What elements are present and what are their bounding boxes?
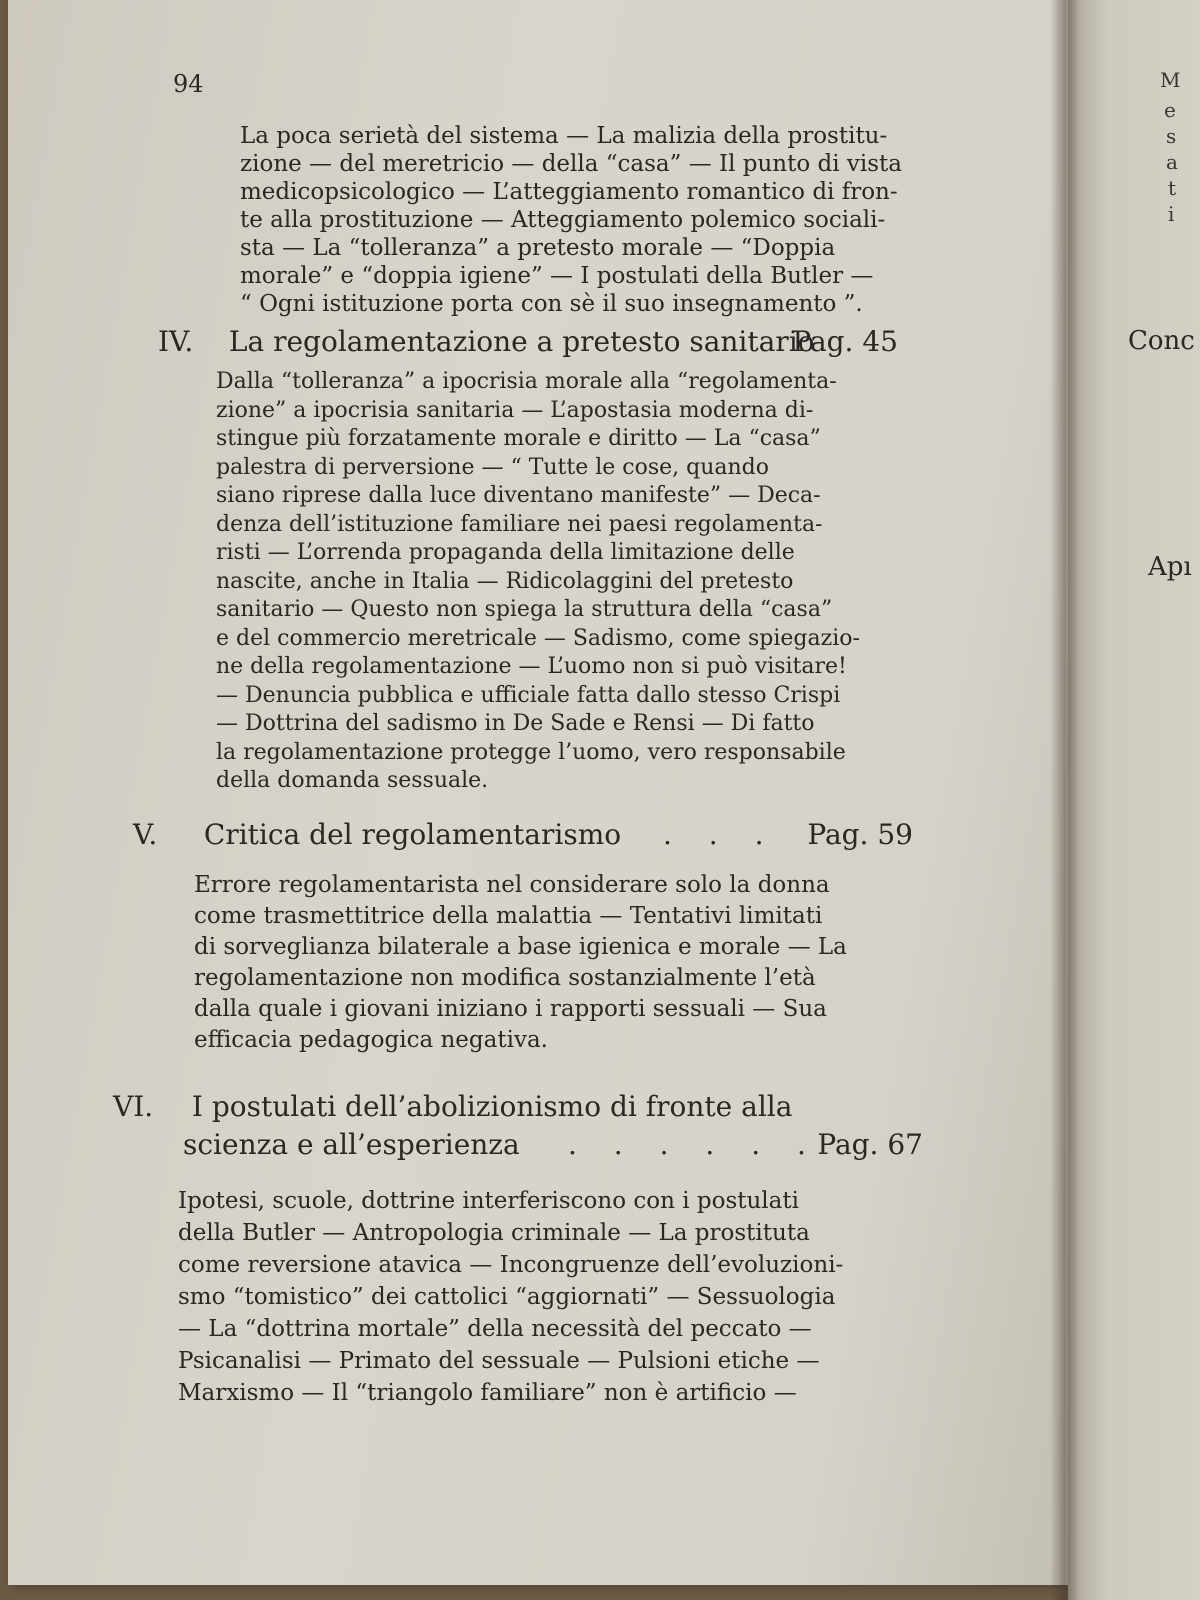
text-line: — Dottrina del sadismo in De Sade e Rensi — Di fatto (216, 711, 815, 736)
text-line: morale” e “doppia igiene” — I postulati della Butler — (240, 263, 874, 289)
chapter-page-ref: Pag. 59 (807, 818, 913, 851)
chapter-numeral: V. (133, 818, 158, 851)
text-line: ne della regolamentazione — L’uomo non si può visitare! (216, 654, 847, 679)
text-line: della Butler — Antropologia criminale — La prostituta (178, 1220, 810, 1246)
chapter-page-ref: Pag. 45 (792, 325, 898, 358)
right-page-letter: t (1168, 176, 1177, 200)
text-line: stingue più forzatamente morale e diritto — La “casa” (216, 426, 821, 451)
chapter-heading-vi-continued (183, 1128, 923, 1161)
chapter-leader: . . . . . . (568, 1128, 820, 1161)
right-page-word: Apı (1148, 552, 1192, 582)
left-page (8, 0, 1068, 1585)
text-line: denza dell’istituzione familiare nei paesi regolamenta- (216, 511, 823, 537)
text-line: “ Ogni istituzione porta con sè il suo insegnamento ”. (240, 291, 863, 317)
right-page-letter: s (1166, 124, 1177, 148)
text-line: siano riprese dalla luce diventano manifeste” — Deca- (216, 483, 821, 508)
chapter-numeral: VI. (113, 1090, 154, 1123)
text-line: palestra di perversione — “ Tutte le cose, quando (216, 454, 770, 480)
text-line: efficacia pedagogica negativa. (194, 1027, 548, 1053)
page-number: 94 (173, 70, 204, 98)
text-line: te alla prostituzione — Atteggiamento polemico sociali- (240, 207, 886, 233)
chapter-heading-v (133, 818, 913, 851)
right-page-letter: e (1164, 98, 1176, 122)
chapter-title: Critica del regolamentarismo (203, 818, 622, 851)
text-line: La poca serietà del sistema — La malizia della prostitu- (240, 123, 888, 149)
chapter-heading-vi (113, 1090, 923, 1123)
text-line: nascite, anche in Italia — Ridicolaggini del pretesto (216, 568, 794, 594)
chapter-page-ref: Pag. 67 (817, 1128, 923, 1161)
text-line: Psicanalisi — Primato del sessuale — Pulsioni etiche — (178, 1348, 820, 1374)
text-line: Dalla “tolleranza” a ipocrisia morale alla “regolamenta- (216, 369, 837, 394)
text-line: Marxismo — Il “triangolo familiare” non è artificio — (178, 1380, 797, 1406)
chapter-title-line-2: scienza e all’esperienza (183, 1128, 520, 1161)
text-line: regolamentazione non modifica sostanzialmente l’età (194, 965, 816, 991)
book-gutter (1050, 0, 1080, 1600)
text-line: zione — del meretricio — della “casa” — Il punto di vista (240, 151, 903, 177)
right-page-letter: M (1160, 68, 1181, 92)
right-page-letter: i (1168, 202, 1175, 226)
text-line: medicopsicologico — L’atteggiamento romantico di fron- (240, 179, 898, 205)
text-line: e del commercio meretricale — Sadismo, come spiegazio- (216, 625, 860, 651)
intro-paragraph (240, 122, 903, 318)
text-line: della domanda sessuale. (216, 768, 489, 793)
text-line: — La “dottrina mortale” della necessità del peccato — (178, 1316, 812, 1342)
chapter-numeral: IV. (158, 325, 194, 358)
text-line: Ipotesi, scuole, dottrine interferiscono con i postulati (178, 1188, 799, 1214)
right-page-letter: a (1166, 150, 1178, 174)
text-line: come reversione atavica — Incongruenze dell’evoluzioni- (178, 1252, 844, 1278)
text-line: di sorveglianza bilaterale a base igienica e morale — La (194, 934, 847, 960)
text-line: come trasmettitrice della malattia — Tentativi limitati (194, 903, 823, 929)
right-page-word: Conc (1128, 326, 1195, 356)
text-line: la regolamentazione protegge l’uomo, vero responsabile (216, 739, 846, 765)
text-line: sanitario — Questo non spiega la struttura della “casa” (216, 597, 833, 622)
chapter-summary-vi (178, 1185, 928, 1409)
chapter-title-line-1: I postulati dell’abolizionismo di fronte alla (191, 1090, 793, 1123)
chapter-summary-v (194, 870, 914, 1056)
chapter-leader: . . . (663, 818, 778, 851)
chapter-heading-iv (158, 325, 898, 358)
text-line: dalla quale i giovani iniziano i rapporti sessuali — Sua (194, 996, 827, 1022)
text-line: zione” a ipocrisia sanitaria — L’apostasia moderna di- (216, 397, 814, 423)
chapter-title: La regolamentazione a pretesto sanitario (228, 325, 815, 358)
text-line: Errore regolamentarista nel considerare solo la donna (194, 872, 830, 898)
right-page (1068, 0, 1200, 1600)
chapter-summary-iv (216, 368, 906, 796)
text-line: risti — L’orrenda propaganda della limitazione delle (216, 540, 795, 565)
text-line: smo “tomistico” dei cattolici “aggiornati” — Sessuologia (178, 1284, 836, 1310)
text-line: sta — La “tolleranza” a pretesto morale — “Doppia (240, 235, 836, 261)
text-line: — Denuncia pubblica e ufficiale fatta dallo stesso Crispi (216, 682, 841, 708)
